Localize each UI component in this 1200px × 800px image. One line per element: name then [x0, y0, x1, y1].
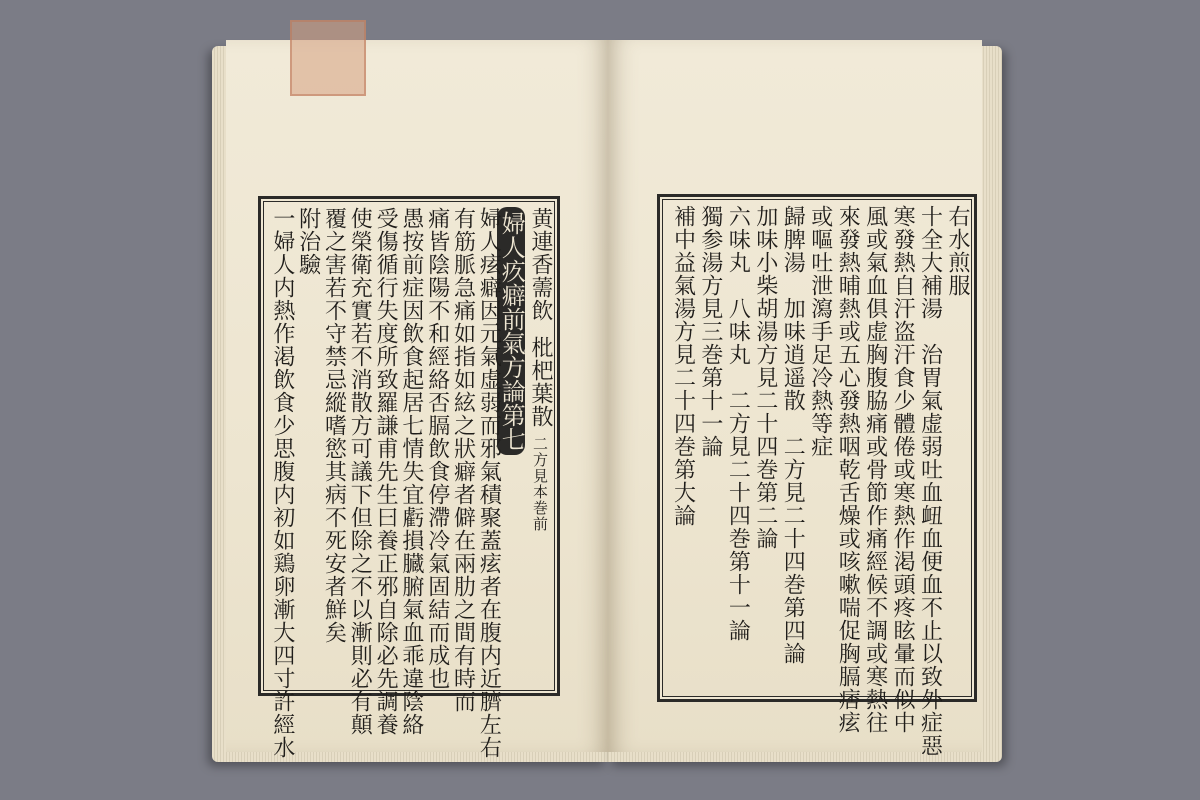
text-column: 婦人痃癖因元氣虚弱而邪氣積聚蓋痃者在腹内近臍左右 [476, 207, 502, 759]
right-text-block [657, 194, 977, 757]
text-column: 附治驗 [295, 207, 321, 276]
text-column: 六味丸 八味丸 二方見二十四巻第十一論 [725, 205, 751, 642]
text-column: 十全大補湯 治胃氣虚弱吐血衄血便血不止以致外症惡 [917, 205, 943, 757]
column-text: 黄連香薷飲 [528, 207, 553, 322]
library-seal-stamp [290, 20, 366, 96]
text-column [529, 207, 551, 532]
text-column: 風或氣血俱虚胸腹脇痛或骨節作痛經候不調或寒熱往 [862, 205, 888, 734]
text-column: 受傷循行失度所致羅謙甫先生曰養正邪自除必先調養 [373, 207, 399, 736]
text-column: 一婦人内熱作渇飲食少思腹内初如鶏卵漸大四寸許經水 [269, 207, 295, 759]
text-column: 愚按前症因飲食起居七情失宜虧損臓腑氣血乖違陰絡 [398, 207, 424, 736]
text-column: 覆之害若不守禁忌縱嗜慾其病不死安者鮮矣 [321, 207, 347, 644]
column-note-text: 二方見本巻前 [531, 436, 549, 532]
text-column: 有筋脈急痛如指如絃之狀癖者僻在兩肋之間有時而 [450, 207, 476, 713]
text-column: 來發熱晡熱或五心發熱咽乾舌燥或咳嗽喘促胸膈痞痃 [835, 205, 861, 734]
text-column: 寒發熱自汗盗汗食少體倦或寒熱作渇頭疼眩暈而似中 [890, 205, 916, 734]
column-extra-text: 枇杷葉散 [528, 336, 553, 428]
text-column: 補中益氣湯方見二十四巻第大論 [670, 205, 696, 527]
text-column: 加味小柴胡湯方見二十四巻第二論 [752, 205, 778, 550]
text-column: 歸脾湯 加味逍遥散 二方見二十四巻第四論 [780, 205, 806, 665]
text-column: 或嘔吐泄瀉手足冷熱等症 [807, 205, 833, 458]
text-column: 右水煎服 [945, 205, 970, 297]
left-text-block [258, 196, 560, 759]
text-column: 使榮衛充實若不消散方可議下但除之不以漸則必有顛 [347, 207, 373, 736]
text-column: 痛皆陰陽不和經絡否膈飲食停滯冷氣固結而成也 [424, 207, 450, 690]
text-column: 獨参湯方見三巻第十一論 [697, 205, 723, 458]
chapter-title: 婦人疚癖前氣方論第七 [497, 207, 525, 455]
